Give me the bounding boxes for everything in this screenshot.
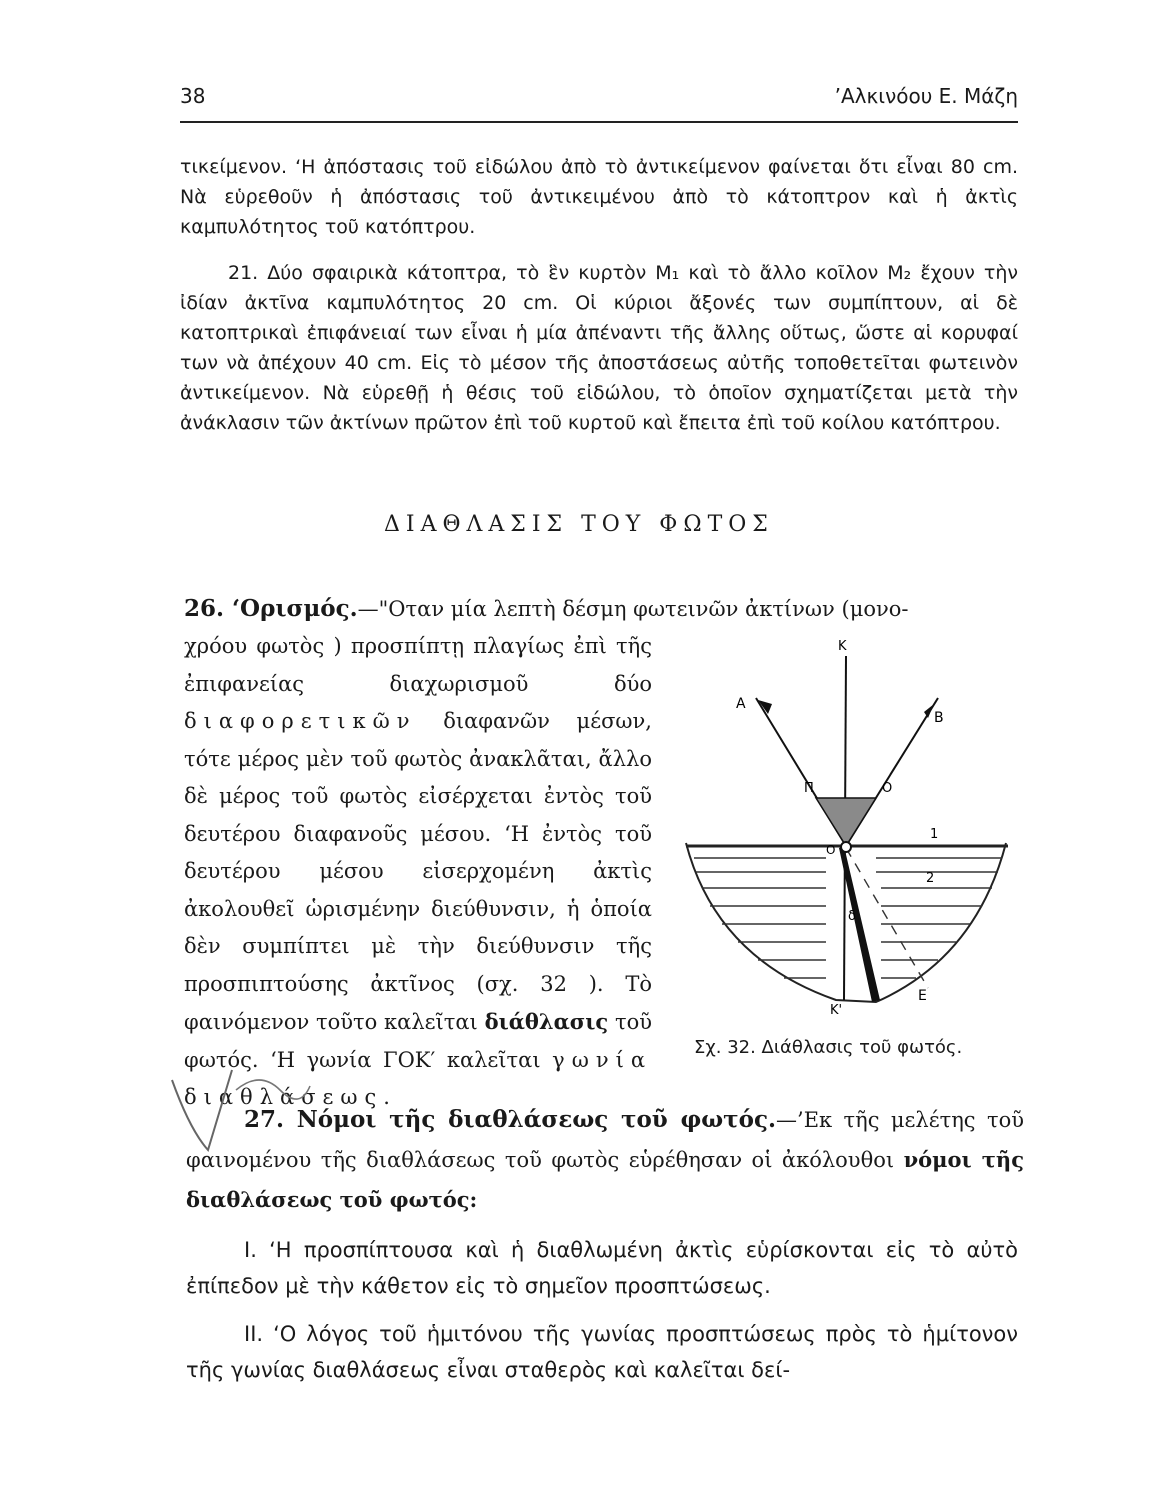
- section-26-text-3: τοῦ φωτός. ‘Η γωνία ΓΟΚ′ καλεῖται: [184, 1010, 653, 1072]
- section-26-text-1: χρόου φωτὸς ) προσπίπτῃ πλαγίως ἐπὶ τῆς ἐπιφανείας διαχωρισμοῦ δύο: [184, 634, 652, 696]
- section-26-text-2: διαφανῶν μέσων, τότε μέρος μὲν τοῦ φωτὸς ἀνακλᾶται, ἄλλο δὲ μέρος τοῦ φωτὸς εἰσέρχεται ἐντὸς τοῦ δευτέρου διαφανοῦς μέσου. ‘Η ἐντὸς τοῦ δευτέρου μέσου εἰσερχομένη ἀκτὶς ἀκολουθεῖ ὡρισμένην διεύθυνσιν, ἡ ὁποία δὲν συμπίπτει μὲ τὴν διεύθυνσιν τῆς προσπιπτούσης ἀκτῖνος (σχ. 32 ). Τὸ φαινόμενον τοῦτο καλεῖται: [184, 709, 652, 1034]
- section-26-lead-line: [184, 590, 1022, 628]
- figure-label-b: B: [934, 710, 944, 726]
- figure-arrow-reflected: [924, 704, 934, 718]
- section-27-body: [186, 1100, 1024, 1220]
- section-26-bold-term: διάθλασις: [484, 1009, 609, 1034]
- law-1: I. ‘Η προσπίπτουσα καὶ ἡ διαθλωμένη ἀκτὶς εὑρίσκονται εἰς τὸ αὐτὸ ἐπίπεδον μὲ τὴν κάθετον εἰς τὸ σημεῖον προσπτώσεως.: [186, 1238, 1018, 1298]
- figure-label-k: K: [838, 639, 847, 654]
- figure-label-p: Π: [804, 781, 814, 796]
- paragraph-top: τικείμενον. ‘Η ἀπόστασις τοῦ εἰδώλου ἀπὸ τὸ ἀντικείμενον φαίνεται ὅτι εἶναι 80 cm. Νὰ εὑρεθοῦν ἡ ἀπόστασις τοῦ ἀντικειμένου ἀπὸ τὸ κάτοπτρον καὶ ἡ ἀκτὶς καμπυλότητος τοῦ κατόπτρου.: [180, 156, 1018, 238]
- page-header: [180, 84, 1018, 108]
- figure-label-one: 1: [930, 827, 939, 842]
- figure-incidence-wedge: [816, 798, 876, 846]
- figure-label-o-center: O: [826, 843, 836, 857]
- section-27-heading: 27. Νόμοι τῆς διαθλάσεως τοῦ φωτός.: [244, 1106, 777, 1133]
- section-27-bold: νόμοι τῆς διαθλάσεως τοῦ φωτός:: [186, 1147, 1024, 1212]
- figure-label-e: E: [918, 988, 927, 1004]
- section-26-lead: —"Οταν μία λεπτὴ δέσμη φωτεινῶν ἀκτίνων (μονο-: [357, 597, 909, 621]
- figure-label-two: 2: [926, 871, 935, 886]
- section-26-spaced-1: διαφορετικῶν: [184, 709, 417, 733]
- problem-21: 21. Δύο σφαιρικὰ κάτοπτρα, τὸ ἓν κυρτὸν Μ₁ καὶ τὸ ἄλλο κοῖλον Μ₂ ἔχουν τὴν ἰδίαν ἀκτῖνα καμπυλότητος 20 cm. Οἱ κύριοι ἄξονές των συμπίπτουν, αἱ δὲ κατοπτρικαὶ ἐπιφάνειαί των εἶναι ἡ μία ἀπέναντι τῆς ἄλλης οὕτως, ὥστε αἱ κορυφαί των νὰ ἀπέχουν 40 cm. Εἰς τὸ μέσον τῆς ἀποστάσεως αὐτῆς τοποθετεῖται φωτεινὸν ἀντικείμενον. Νὰ εὑρεθῇ ἡ θέσις τοῦ εἰδώλου, τὸ ὁποῖον σχηματίζεται μετὰ τὴν ἀνάκλασιν τῶν ἀκτίνων πρῶτον ἐπὶ τοῦ κυρτοῦ καὶ ἔπειτα ἐπὶ τοῦ κοίλου κατόπτρου.: [180, 262, 1018, 434]
- section-26-body: [184, 628, 652, 1117]
- header-rule: [180, 121, 1018, 123]
- figure-label-o-upper: O: [882, 781, 893, 796]
- section-26-spaced-2: γωνία διαθλάσεως.: [184, 1047, 652, 1109]
- figure-incidence-point: [841, 842, 851, 852]
- figure-caption: Σχ. 32. Διάθλασις τοῦ φωτός.: [694, 1037, 963, 1058]
- law-2: II. ‘Ο λόγος τοῦ ἡμιτόνου τῆς γωνίας προσπτώσεως πρὸς τὸ ἡμίτονον τῆς γωνίας διαθλάσεως εἶναι σταθερὸς καὶ καλεῖται δεί-: [186, 1322, 1018, 1382]
- page-number: 38: [180, 84, 206, 108]
- running-title: ’Αλκινόου Ε. Μάζη: [834, 84, 1018, 108]
- figure-label-k-prime: K': [830, 1003, 843, 1018]
- section-27-text-1: —’Εκ τῆς μελέτης τοῦ φαινομένου τῆς διαθλάσεως τοῦ φωτὸς εὑρέθησαν οἱ ἀκόλουθοι: [186, 1108, 1024, 1172]
- section-title: ΔΙΑΘΛΑΣΙΣ ΤΟΥ ΦΩΤΟΣ: [384, 512, 774, 537]
- refraction-figure: [676, 628, 1016, 1023]
- figure-label-delta: δ: [848, 909, 856, 924]
- figure-label-a: A: [736, 696, 746, 712]
- section-26-heading: 26. ‘Ορισμός.: [184, 595, 358, 622]
